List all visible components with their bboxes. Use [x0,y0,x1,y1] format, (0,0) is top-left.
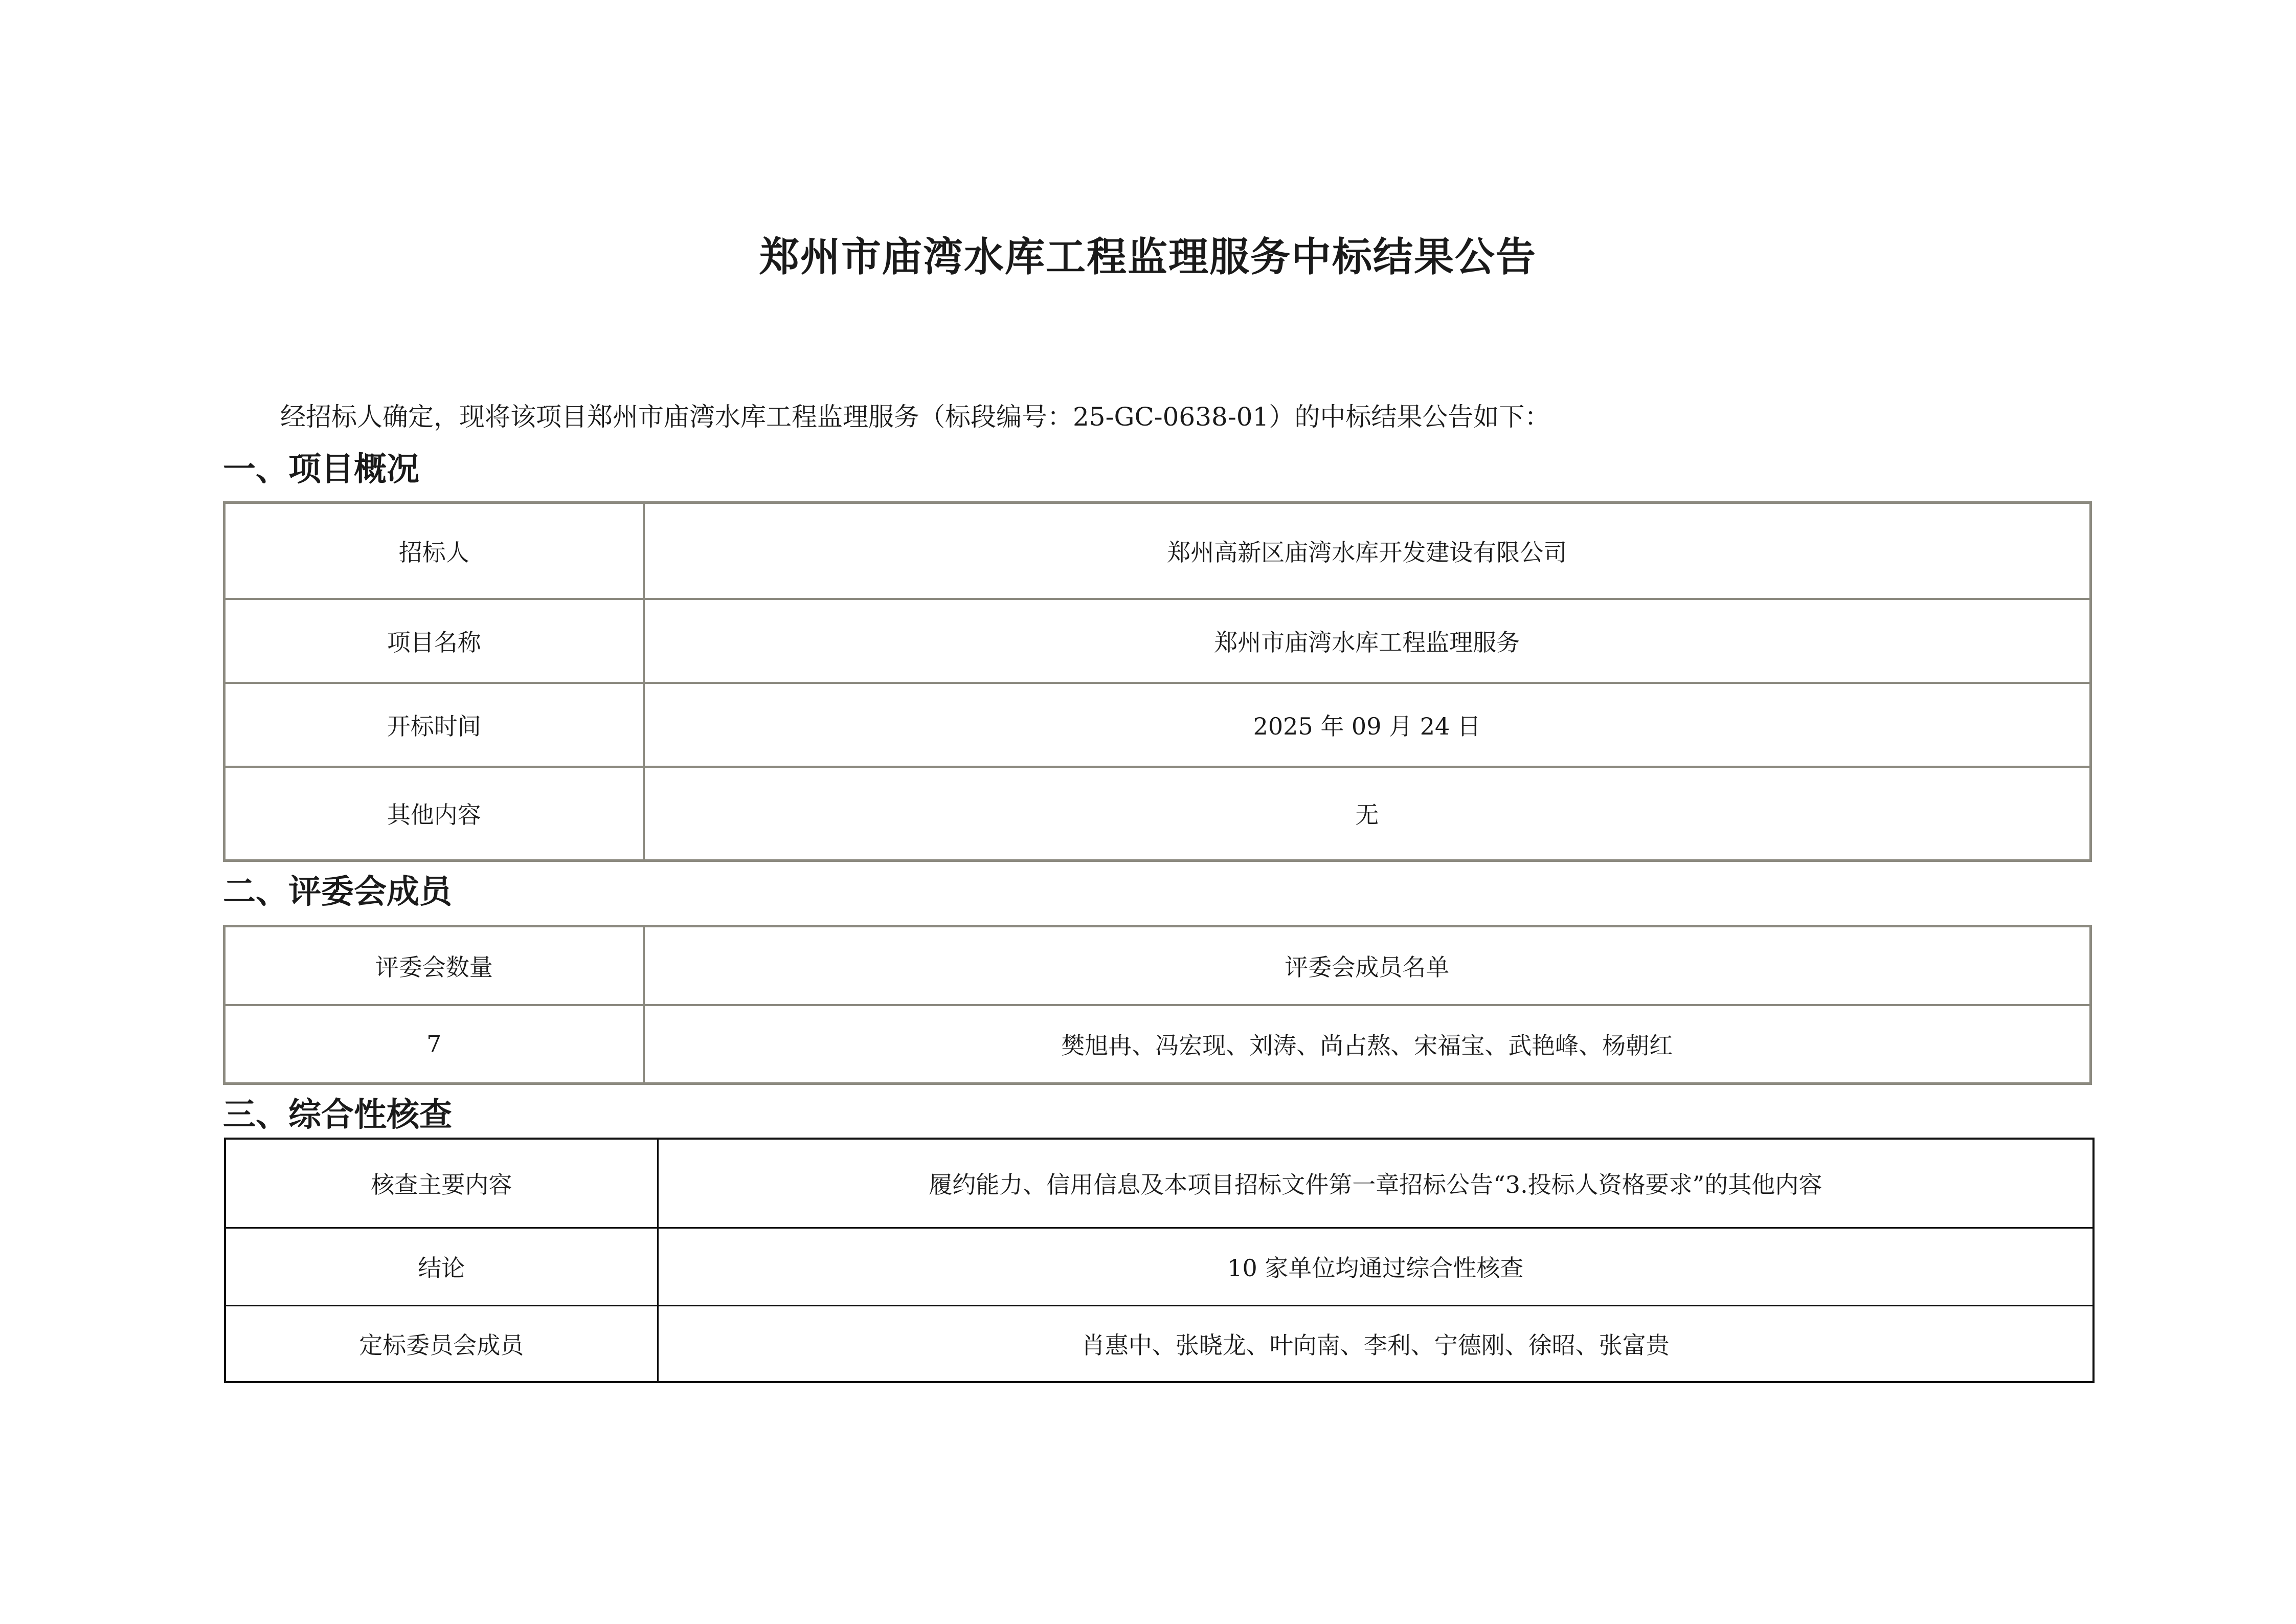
row-value-conclusion: 10 家单位均通过综合性核查 [658,1228,2094,1305]
row-label-project-name: 项目名称 [224,599,644,683]
row-value-tenderer: 郑州高新区庙湾水库开发建设有限公司 [644,503,2091,599]
table-row [224,599,2091,683]
table-row [224,1005,2091,1084]
row-label-review-content: 核查主要内容 [225,1139,658,1228]
row-value-other-content: 无 [644,767,2091,861]
committee-table [223,925,2092,1085]
row-label-conclusion: 结论 [225,1228,658,1305]
row-label-award-committee: 定标委员会成员 [225,1305,658,1382]
table-row [225,1228,2094,1305]
table-row [224,503,2091,599]
row-label-tenderer: 招标人 [224,503,644,599]
section-heading-committee: 二、评委会成员 [223,873,452,911]
row-value-project-name: 郑州市庙湾水库工程监理服务 [644,599,2091,683]
committee-count-value: 7 [224,1005,644,1084]
table-row [225,1305,2094,1382]
committee-members-list: 樊旭冉、冯宏现、刘涛、尚占熬、宋福宝、武艳峰、杨朝红 [644,1005,2091,1084]
row-label-bid-opening-time: 开标时间 [224,683,644,767]
section-heading-project-overview: 一、项目概况 [223,450,419,488]
row-value-bid-opening-time: 2025 年 09 月 24 日 [644,683,2091,767]
intro-paragraph: 经招标人确定，现将该项目郑州市庙湾水库工程监理服务（标段编号：25-GC-0638-01）的中标结果公告如下： [280,402,1550,432]
row-value-award-committee: 肖惠中、张晓龙、叶向南、李利、宁德刚、徐昭、张富贵 [658,1305,2094,1382]
row-value-review-content: 履约能力、信用信息及本项目招标文件第一章招标公告“3.投标人资格要求”的其他内容 [658,1139,2094,1228]
project-overview-table [223,501,2092,862]
comprehensive-review-table [224,1138,2095,1383]
table-row [225,1139,2094,1228]
row-label-other-content: 其他内容 [224,767,644,861]
table-row [224,767,2091,861]
section-heading-comprehensive-review: 三、综合性核查 [223,1096,452,1134]
table-row [224,683,2091,767]
header-committee-members: 评委会成员名单 [644,926,2091,1005]
document-title: 郑州市庙湾水库工程监理服务中标结果公告 [759,234,1537,280]
table-row [224,926,2091,1005]
header-committee-count: 评委会数量 [224,926,644,1005]
